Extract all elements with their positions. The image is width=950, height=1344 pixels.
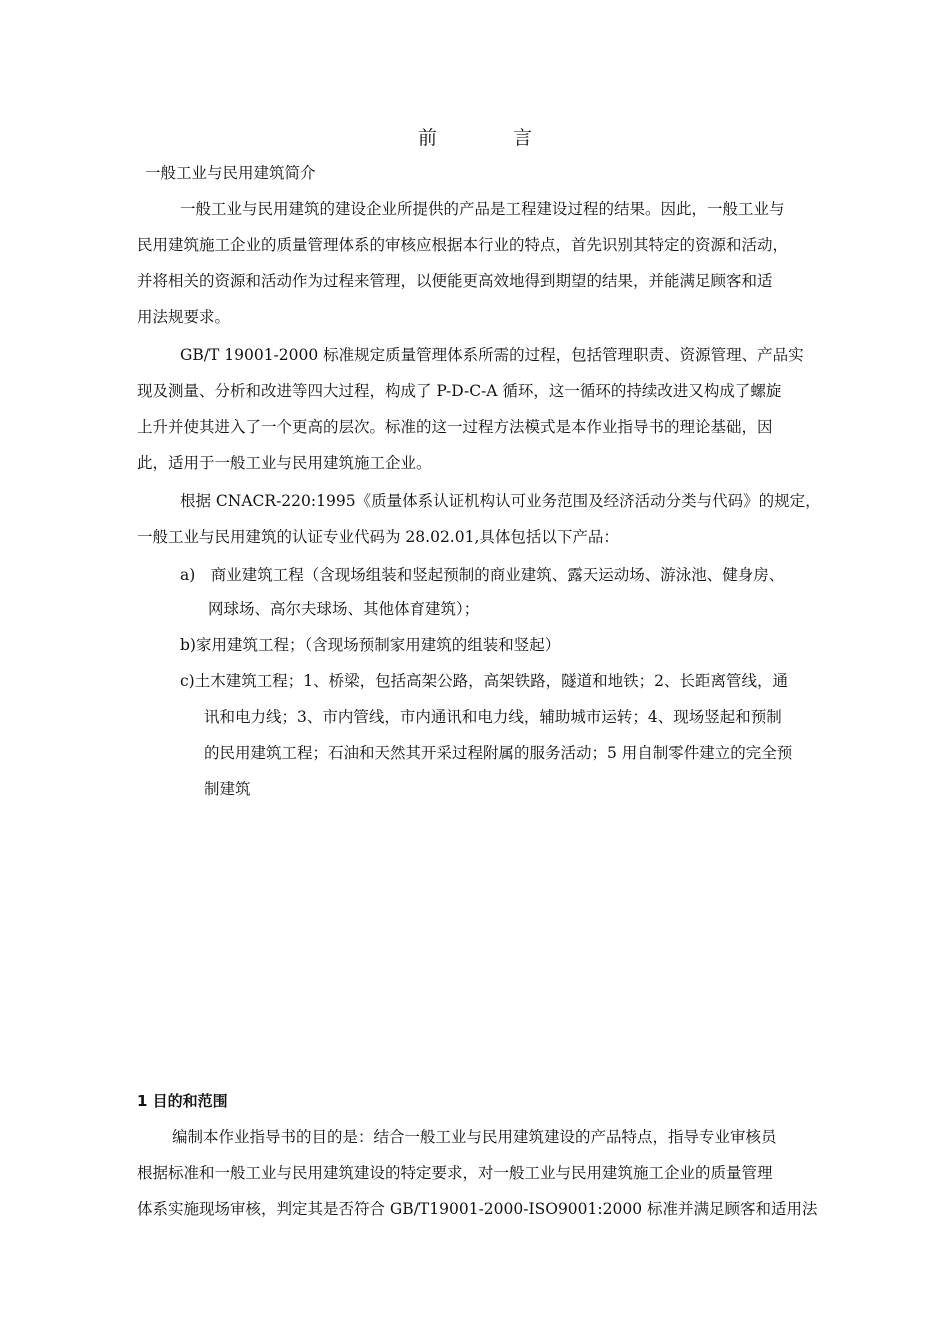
section1-heading: 1 目的和范围 xyxy=(137,1092,228,1110)
para2-line-3: 上升并使其进入了一个更高的层次。标准的这一过程方法模式是本作业指导书的理论基础，因 xyxy=(137,418,773,436)
para3-line-2: 一般工业与民用建筑的认证专业代码为 28.02.01,具体包括以下产品： xyxy=(137,528,619,546)
para2-line-2: 现及测量、分析和改进等四大过程，构成了 P-D-C-A 循环，这一循环的持续改进又构成了螺旋 xyxy=(137,382,782,400)
para1-line-2: 民用建筑施工企业的质量管理体系的审核应根据本行业的特点，首先识别其特定的资源和活动， xyxy=(137,236,789,254)
section1-line-2: 根据标准和一般工业与民用建筑建设的特定要求，对一般工业与民用建筑施工企业的质量管理 xyxy=(137,1164,773,1182)
para1-line-4: 用法规要求。 xyxy=(137,308,231,326)
intro-heading: 一般工业与民用建筑简介 xyxy=(145,164,316,182)
section1-line-3: 体系实施现场审核，判定其是否符合 GB/T19001-2000-ISO9001:2000 标准并满足顾客和适用法 xyxy=(137,1200,818,1218)
section1-line-1: 编制本作业指导书的目的是：结合一般工业与民用建筑建设的产品特点，指导专业审核员 xyxy=(172,1128,777,1146)
item-c-line-4: 制建筑 xyxy=(204,780,251,798)
item-b-line-1: b)家用建筑工程；（含现场预制家用建筑的组装和竖起） xyxy=(180,636,561,654)
para1-line-1: 一般工业与民用建筑的建设企业所提供的产品是工程建设过程的结果。因此，一般工业与 xyxy=(180,200,785,218)
item-a-line-2: 网球场、高尔夫球场、其他体育建筑）； xyxy=(208,600,480,618)
para2-line-4: 此，适用于一般工业与民用建筑施工企业。 xyxy=(137,454,432,472)
item-c-line-3: 的民用建筑工程；石油和天然其开采过程附属的服务活动；5 用自制零件建立的完全预 xyxy=(204,744,793,762)
para1-line-3: 并将相关的资源和活动作为过程来管理，以便能更高效地得到期望的结果，并能满足顾客和适 xyxy=(137,272,773,290)
item-c-line-2: 讯和电力线；3、市内管线，市内通讯和电力线，辅助城市运转；4、现场竖起和预制 xyxy=(204,708,782,726)
para3-line-1: 根据 CNACR-220:1995《质量体系认证机构认可业务范围及经济活动分类与代码》的规定， xyxy=(180,492,821,510)
para2-line-1: GB/T 19001-2000 标准规定质量管理体系所需的过程，包括管理职责、资源管理、产品实 xyxy=(180,346,804,364)
page-title: 前 言 xyxy=(417,127,532,149)
item-a-line-1: a) 商业建筑工程（含现场组装和竖起预制的商业建筑、露天运动场、游泳池、健身房、 xyxy=(180,566,785,584)
item-c-line-1: c)土木建筑工程；1、桥梁，包括高架公路，高架铁路，隧道和地铁；2、长距离管线，通 xyxy=(180,672,788,690)
